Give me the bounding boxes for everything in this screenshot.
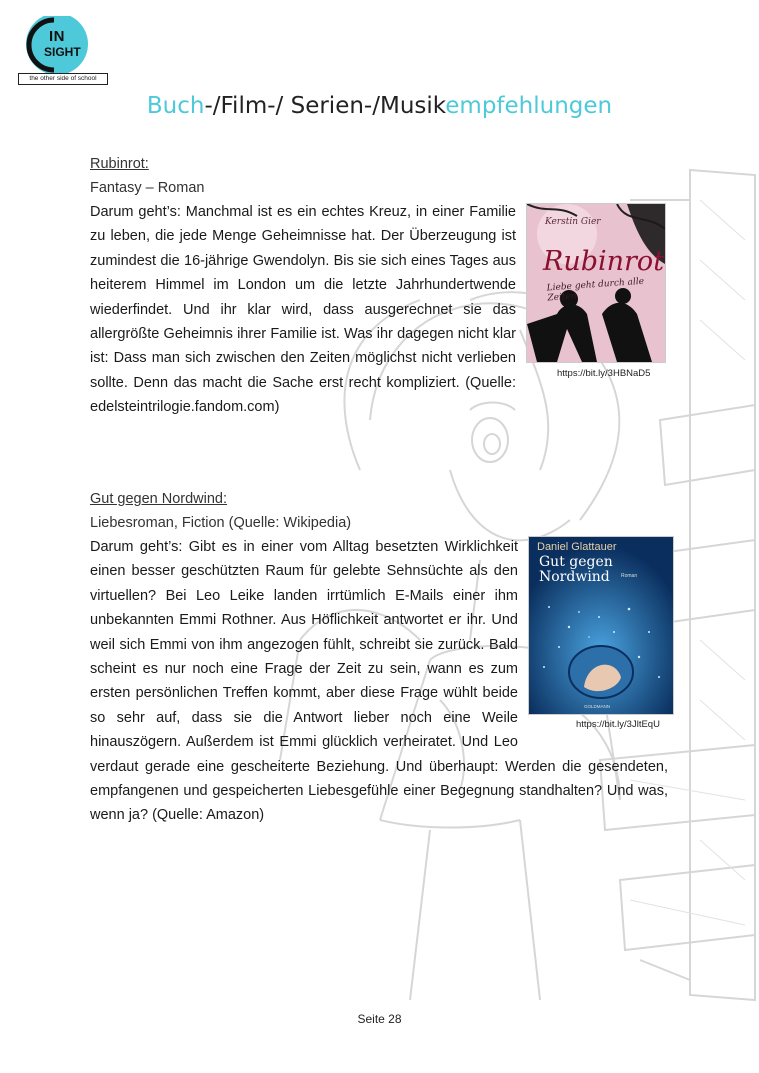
cover-author: Kerstin Gier <box>545 217 601 227</box>
cover-subtitle: Liebe geht durch alle Zeiten <box>546 276 645 304</box>
title-middle: -/Film-/ Serien-/Musik <box>204 93 446 119</box>
review-genre: Liebesroman, Fiction (Quelle: Wikipedia) <box>90 515 352 532</box>
logo-in-text: IN <box>49 28 65 45</box>
cover-author: Daniel Glattauer <box>537 541 617 553</box>
cover-title <box>539 555 613 585</box>
page-number: Seite 28 <box>357 1012 402 1026</box>
title-accent-2: empfehlungen <box>445 93 613 119</box>
review-text-rubinrot <box>90 200 516 420</box>
image-link-nordwind[interactable]: https://bit.ly/3JltEqU <box>576 719 660 730</box>
cover-publisher: GOLDMANN <box>584 704 611 709</box>
book-cover-rubinrot <box>527 204 665 362</box>
title-accent-1: Buch <box>146 93 205 119</box>
review-title: Gut gegen Nordwind: <box>90 491 228 507</box>
page-title <box>0 93 759 119</box>
logo-sight-text: SIGHT <box>44 45 81 59</box>
cover-title: Rubinrot <box>543 246 665 277</box>
review-gut-gegen-nordwind <box>90 487 351 536</box>
image-link-rubinrot[interactable]: https://bit.ly/3HBNaD5 <box>557 368 651 379</box>
cover-genre-label: Roman <box>621 573 638 579</box>
logo-tagline: the other side of school <box>18 73 108 85</box>
review-text: Darum geht’s: Manchmal ist es ein echtes Kreuz, in einer Familie zu leben, die jede Menge Geheimnisse hat. Der Überzeugung ist zumindest die 16-jährige Gwendolyn. Bis sie sich eines Tages aus heiterem Himmel im London um die letzte Jahrhundertwende wiederfindet. Und ihr klar wird, dass ausgerechnet sie das allergrößte Geheimnis ihrer Familie ist. Was ihr dagegen nicht klar ist: Dass man sich zwischen den Zeiten möglichst nicht verlieben sollte. Denn das macht die Sache erst recht kompliziert. (Quelle: edelsteintrilogie.fandom.com) <box>90 204 516 416</box>
review-title: Rubinrot: <box>90 156 149 172</box>
cover-title-line-2: Nordwind <box>539 569 610 585</box>
review-text-flow: Darum geht’s: Gibt es in einer vom Alltag besetzten Wirklichkeit einen besser geschützten Raum für gelebte Sehnsüchte als den virtuellen? Bei Leo Leike landen irrtümlich E-Mails einer ihm unbekannten Emmi Rothner. Aus Höflichkeit antwortet er ihr. Und weil sich Emmi von ihm angezogen fühlt, schreibt sie zurück. Bald scheint es nur noch eine Frage der Zeit zu sein, wann es zum ersten persönlichen Treffen kommt, aber diese Frage wühlt beide so sehr auf, dass sie die Antwort lieber noch eine Weile hinauszögern. Außerdem ist Emmi glücklich verheiratet. Und Leo verdaut gerade eine gescheiterte Beziehung. Und überhaupt: Werden die gesendeten, empfangenen und gespeicherten Liebesgefühle einer Begegnung standhalten? Und was, wenn ja? (Quelle: Amazon) <box>90 539 668 824</box>
cover-title-line-1: Gut gegen <box>539 554 613 570</box>
review-rubinrot <box>90 152 204 201</box>
review-genre: Fantasy – Roman <box>90 180 205 197</box>
book-cover-gut-gegen-nordwind <box>529 537 673 714</box>
